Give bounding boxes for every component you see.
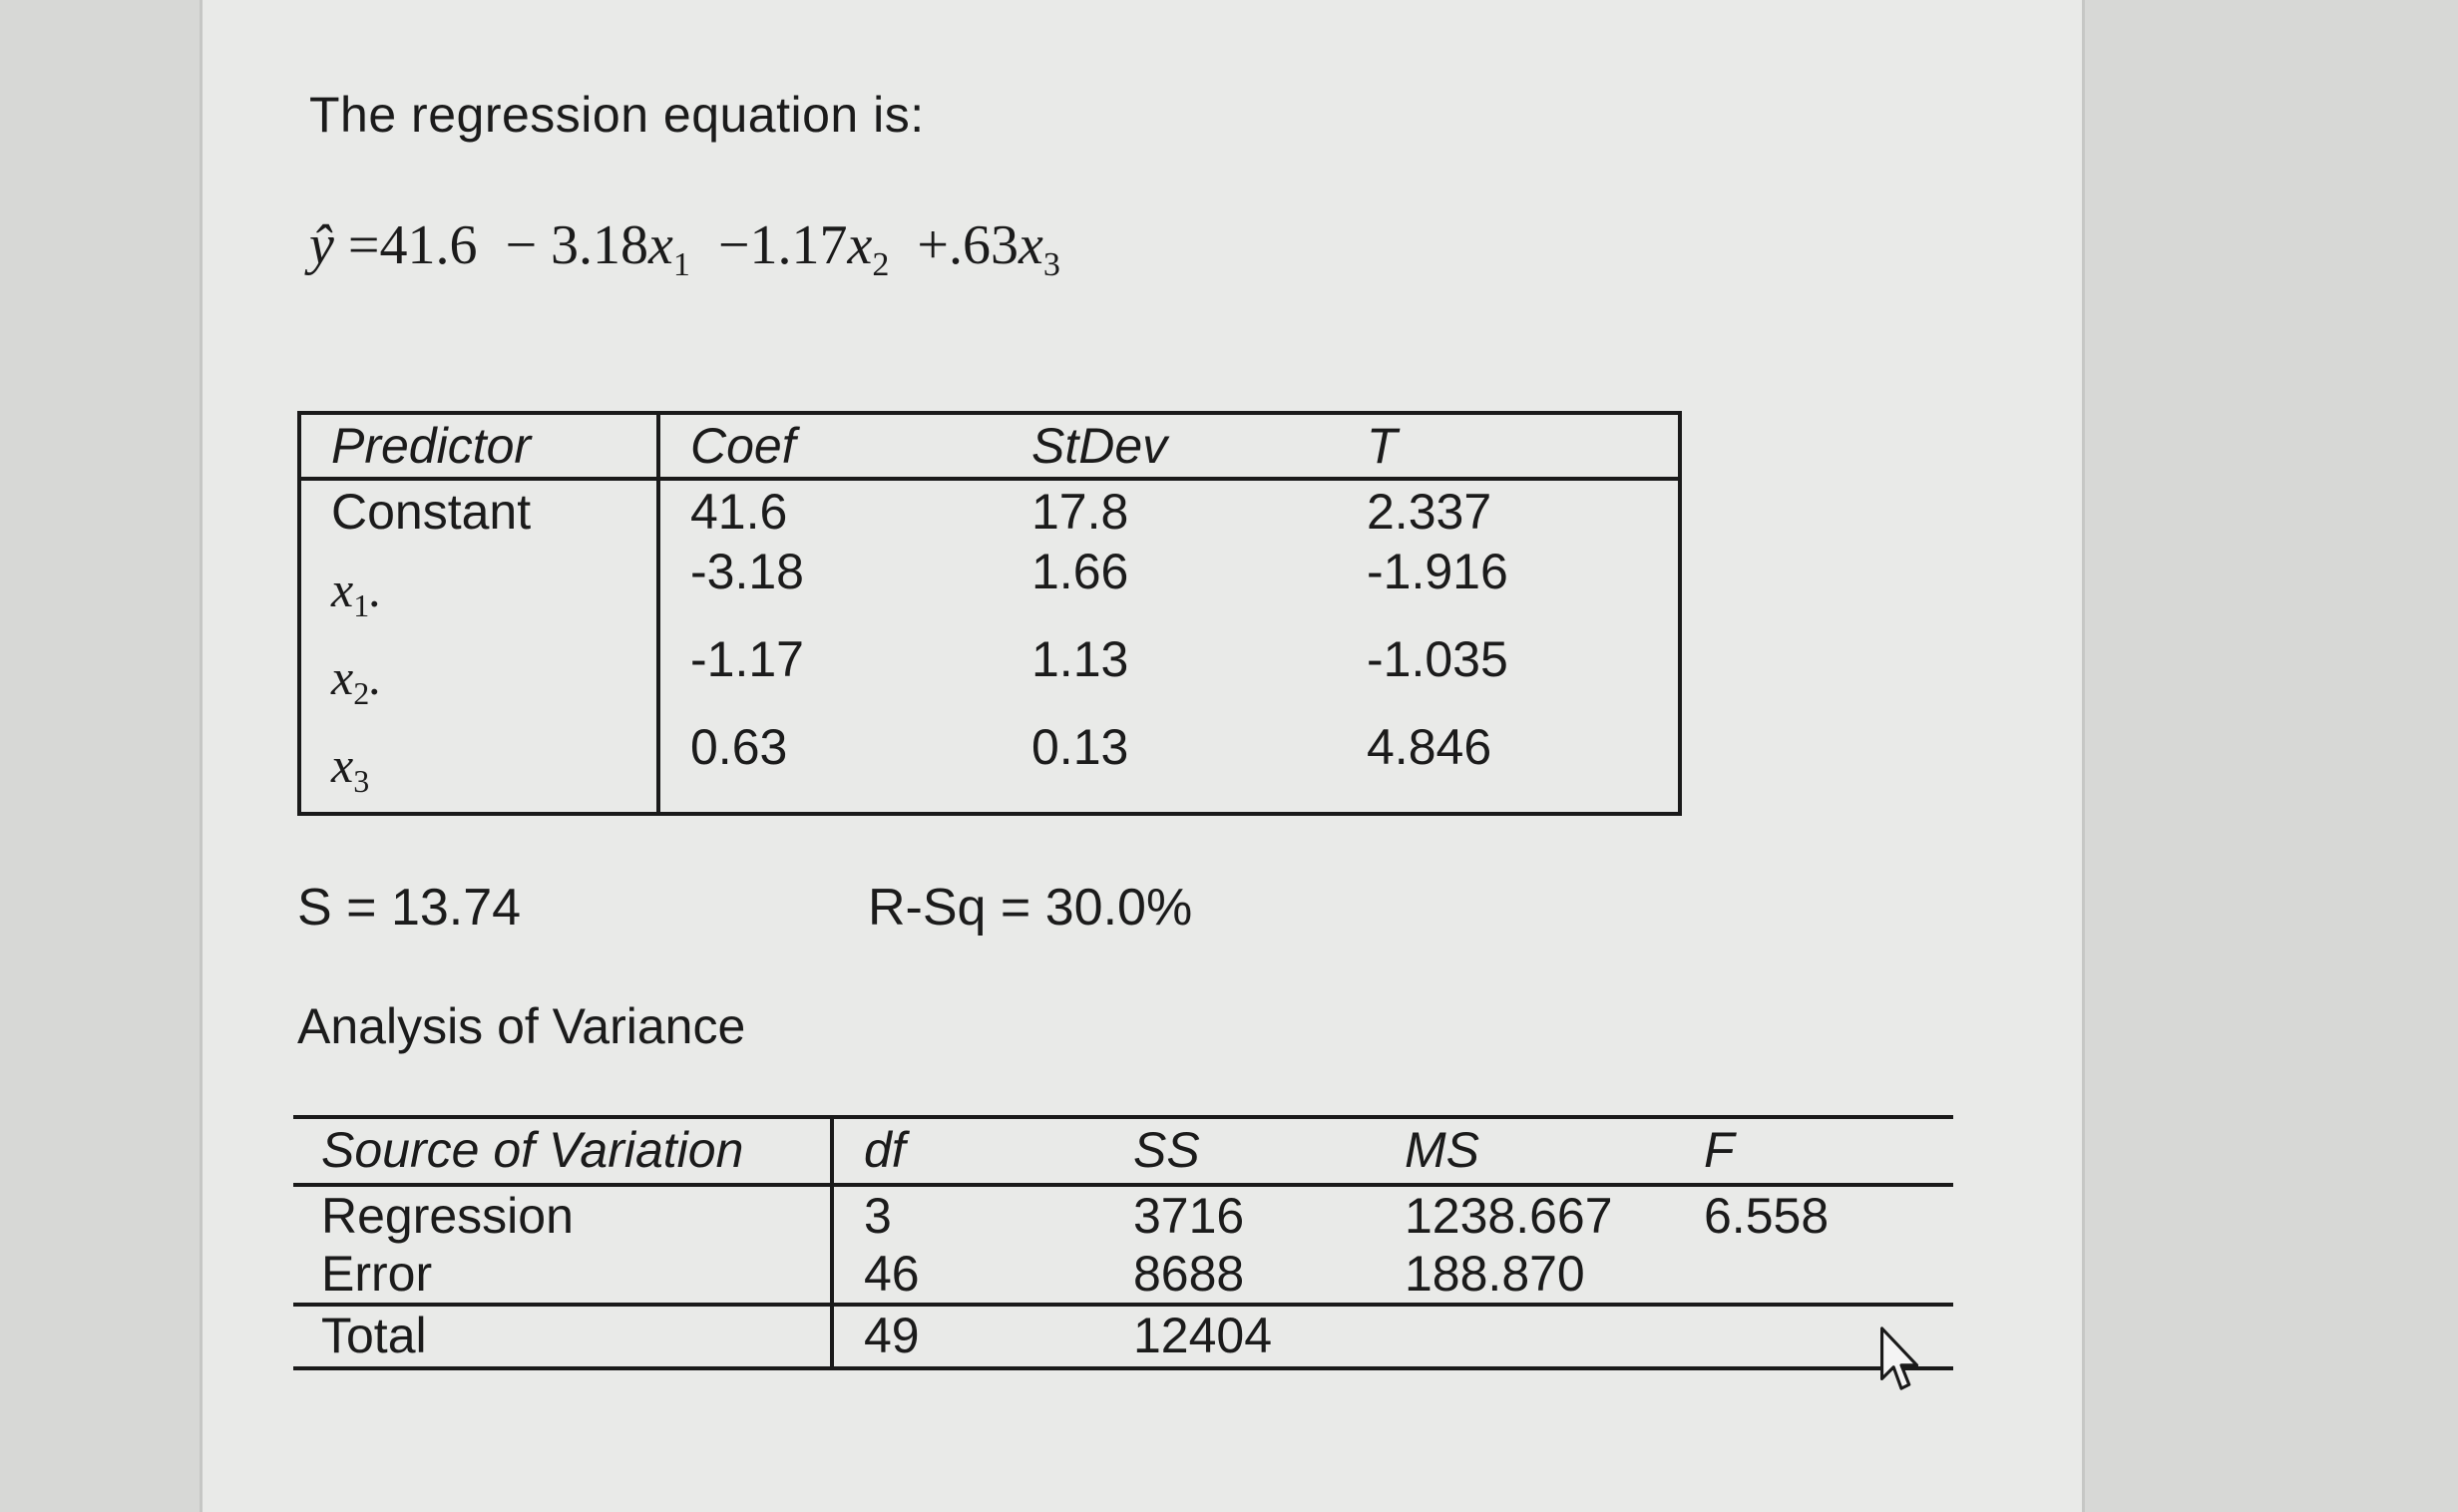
predictor-x3: $x_3$ [331,737,370,799]
header-f: F [1674,1117,1953,1185]
header-predictor: Predictor [299,413,658,479]
coefficients-table [297,411,1682,816]
eq-coef-2: 1.17 [749,214,848,276]
header-coef: Coef [658,413,1002,479]
table-row: $x_1$. -3.18 1.66 -1.916 [299,543,1680,630]
anova-table [293,1115,1953,1370]
table-row: Error 46 8688 188.870 [293,1245,1953,1305]
regression-equation: ŷ $=41.6 - 3.18x_1 -1.17x_2 +.63x_3$ [309,214,1060,283]
header-ss: SS [1103,1117,1375,1185]
table-row: Constant 41.6 17.8 2.337 [299,479,1680,543]
table-row: $x_3$ 0.63 0.13 4.846 [299,718,1680,814]
anova-title: Analysis of Variance [297,998,746,1054]
s-statistic: S = 13.74 [297,879,522,937]
eq-coef-3: .63 [948,214,1019,276]
mouse-pointer-icon [1877,1324,1925,1394]
header-source: Source of Variation [293,1117,832,1185]
table-header-row [299,413,1680,479]
table-row: Total 49 12404 [293,1305,1953,1368]
y-hat: ŷ [309,214,334,276]
table-row: Regression 3 3716 1238.667 6.558 [293,1185,1953,1245]
header-ms: MS [1375,1117,1674,1185]
eq-constant: 41.6 [379,214,478,276]
table-row: $x_2$. -1.17 1.13 -1.035 [299,630,1680,718]
regression-heading: The regression equation is: [309,87,925,143]
predictor-x2: $x_2$. [331,649,382,711]
header-df: df [832,1117,1103,1185]
header-t: T [1337,413,1680,479]
eq-coef-1: 3.18 [551,214,649,276]
header-stdev: StDev [1002,413,1337,479]
predictor-x1: $x_1$. [331,562,382,623]
table-header-row [293,1117,1953,1185]
r-sq-statistic: R-Sq = 30.0% [868,879,1193,937]
